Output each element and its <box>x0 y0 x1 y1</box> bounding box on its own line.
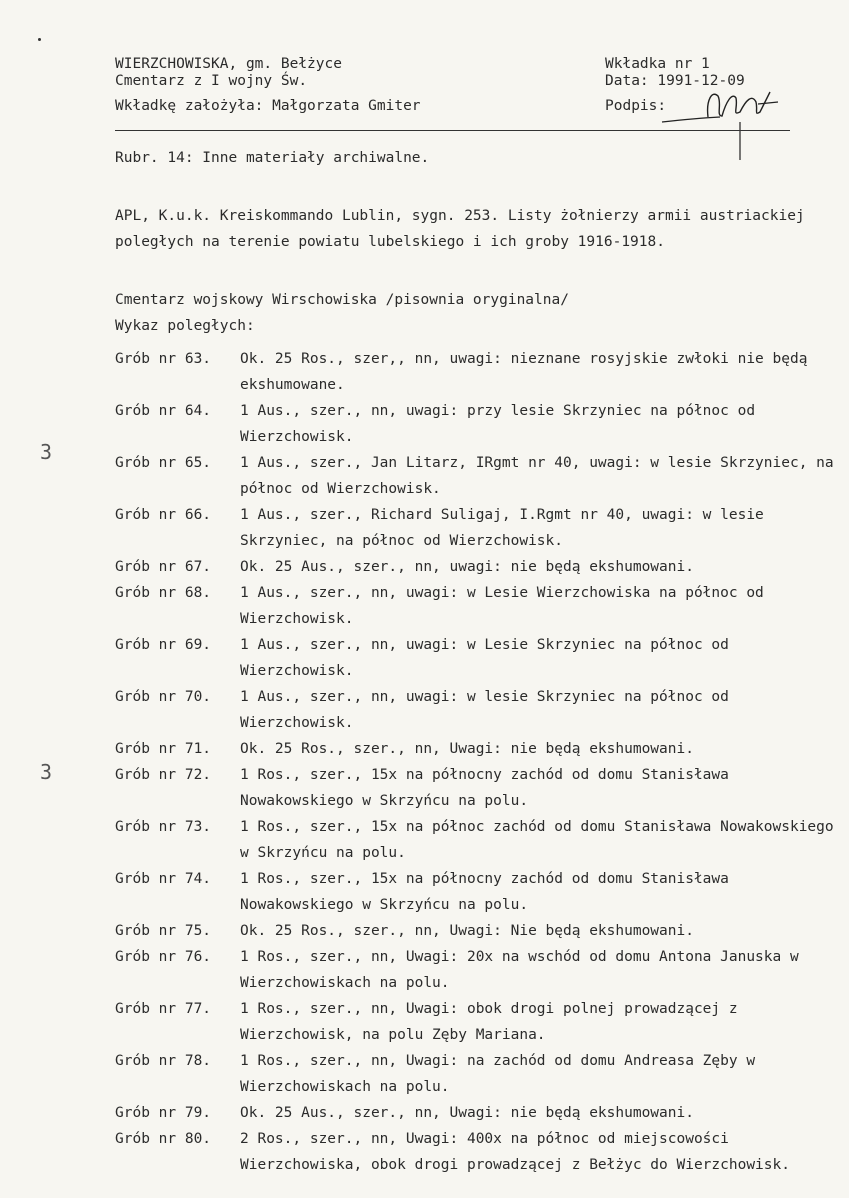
header-insert-number: Wkładka nr 1 <box>605 56 710 72</box>
list-item <box>115 502 835 554</box>
header-left <box>115 56 421 115</box>
grave-description: 1 Ros., szer., nn, Uwagi: na zachód od domu Andreasa Zęby w Wierzchowiskach na polu. <box>240 1053 756 1095</box>
grave-description: Ok. 25 Ros., szer,, nn, uwagi: nieznane rosyjskie zwłoki nie będą ekshumowane. <box>240 351 808 393</box>
grave-description: Ok. 25 Ros., szer., nn, Uwagi: Nie będą ekshumowani. <box>240 923 694 939</box>
grave-number: Grób nr 76. <box>115 949 212 965</box>
list-heading: Wykaz poległych: <box>115 318 255 334</box>
list-item <box>115 580 835 632</box>
grave-number: Grób nr 65. <box>115 455 212 471</box>
grave-description: 1 Ros., szer., nn, Uwagi: 20x na wschód od domu Antona Januska w Wierzchowiskach na polu. <box>240 949 799 991</box>
grave-description: 1 Ros., szer., 15x na północny zachód od domu Stanisława Nowakowskiego w Skrzyńcu na polu. <box>240 871 729 913</box>
grave-number: Grób nr 79. <box>115 1105 212 1121</box>
grave-number: Grób nr 73. <box>115 819 212 835</box>
grave-description: Ok. 25 Ros., szer., nn, Uwagi: nie będą ekshumowani. <box>240 741 694 757</box>
list-item <box>115 944 835 996</box>
list-item <box>115 736 835 762</box>
grave-number: Grób nr 67. <box>115 559 212 575</box>
list-item <box>115 1126 835 1178</box>
handwritten-signature <box>660 82 790 162</box>
list-item <box>115 996 835 1048</box>
grave-number: Grób nr 74. <box>115 871 212 887</box>
grave-description: 1 Aus., szer., nn, uwagi: w lesie Skrzyniec na północ od Wierzchowisk. <box>240 689 729 731</box>
grave-description: 1 Aus., szer., Richard Suligaj, I.Rgmt nr 40, uwagi: w lesie Skrzyniec, na północ od Wierzchowisk. <box>240 507 764 549</box>
grave-number: Grób nr 69. <box>115 637 212 653</box>
cemetery-line: Cmentarz wojskowy Wirschowiska /pisownia oryginalna/ <box>115 292 569 308</box>
list-item <box>115 762 835 814</box>
list-item <box>115 632 835 684</box>
grave-number: Grób nr 71. <box>115 741 212 757</box>
grave-number: Grób nr 75. <box>115 923 212 939</box>
grave-description: Ok. 25 Aus., szer., nn, uwagi: nie będą ekshumowani. <box>240 559 694 575</box>
grave-number: Grób nr 77. <box>115 1001 212 1017</box>
grave-description: 1 Ros., szer., nn, Uwagi: obok drogi polnej prowadzącej z Wierzchowisk, na polu Zęby Mariana. <box>240 1001 738 1043</box>
header-signature-label: Podpis: <box>605 98 667 114</box>
grave-number: Grób nr 63. <box>115 351 212 367</box>
grave-description: 1 Aus., szer., nn, uwagi: w Lesie Wierzchowiska na północ od Wierzchowisk. <box>240 585 764 627</box>
grave-number: Grób nr 70. <box>115 689 212 705</box>
list-item <box>115 398 835 450</box>
grave-number: Grób nr 78. <box>115 1053 212 1069</box>
grave-description: Ok. 25 Aus., szer., nn, Uwagi: nie będą ekshumowani. <box>240 1105 694 1121</box>
punch-dot <box>38 38 41 41</box>
grave-description: 1 Ros., szer., 15x na północ zachód od domu Stanisława Nowakowskiego w Skrzyńcu na polu. <box>240 819 834 861</box>
list-item <box>115 346 835 398</box>
grave-description: 1 Ros., szer., 15x na północny zachód od domu Stanisława Nowakowskiego w Skrzyńcu na polu. <box>240 767 729 809</box>
list-item <box>115 554 835 580</box>
list-item <box>115 918 835 944</box>
list-item <box>115 1048 835 1100</box>
margin-mark: 3 <box>40 440 53 464</box>
header-divider <box>115 130 790 131</box>
section-heading: Rubr. 14: Inne materiały archiwalne. <box>115 150 430 166</box>
grave-number: Grób nr 80. <box>115 1131 212 1147</box>
margin-mark: 3 <box>40 760 53 784</box>
grave-description: 2 Ros., szer., nn, Uwagi: 400x na północ od miejscowości Wierzchowiska, obok drogi prowadzącej z Bełżyc do Wierzchowisk. <box>240 1131 790 1173</box>
grave-number: Grób nr 68. <box>115 585 212 601</box>
graves-list <box>115 346 835 1178</box>
list-item <box>115 814 835 866</box>
grave-number: Grób nr 72. <box>115 767 212 783</box>
list-item <box>115 450 835 502</box>
list-item <box>115 1100 835 1126</box>
grave-number: Grób nr 64. <box>115 403 212 419</box>
grave-description: 1 Aus., szer., nn, uwagi: przy lesie Skrzyniec na północ od Wierzchowisk. <box>240 403 756 445</box>
header-location: WIERZCHOWISKA, gm. Bełżyce <box>115 56 342 72</box>
header-author: Wkładkę założyła: Małgorzata Gmiter <box>115 98 421 114</box>
grave-number: Grób nr 66. <box>115 507 212 523</box>
header-date: Data: 1991-12-09 <box>605 73 745 89</box>
grave-description: 1 Aus., szer., nn, uwagi: w Lesie Skrzyniec na północ od Wierzchowisk. <box>240 637 729 679</box>
grave-description: 1 Aus., szer., Jan Litarz, IRgmt nr 40, uwagi: w lesie Skrzyniec, na północ od Wierzchowisk. <box>240 455 834 497</box>
archive-reference: APL, K.u.k. Kreiskommando Lublin, sygn. 253. Listy żołnierzy armii austriackiej poległych na terenie powiatu lubelskiego i ich groby 1916-1918. <box>115 208 805 250</box>
list-item <box>115 866 835 918</box>
list-item <box>115 684 835 736</box>
header-cemetery: Cmentarz z I wojny Św. <box>115 73 308 89</box>
cemetery-block <box>115 287 569 339</box>
